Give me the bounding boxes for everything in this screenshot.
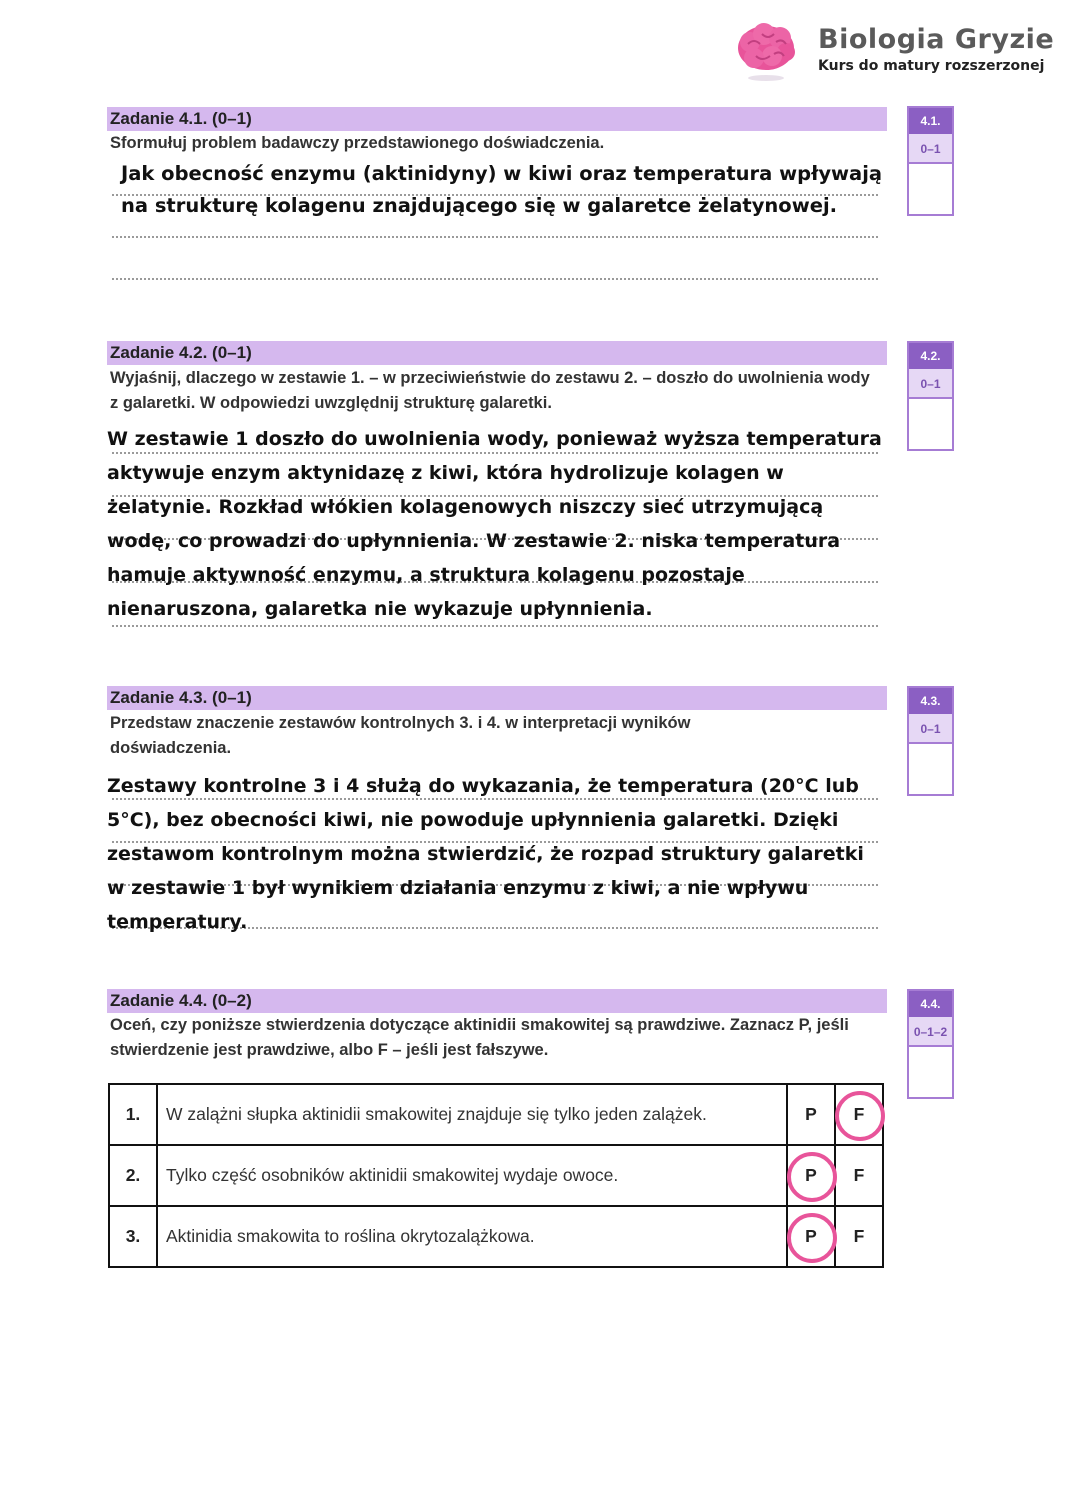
task-4-1-answer: Jak obecność enzymu (aktinidyny) w kiwi oraz temperatura wpływają na strukturę kolagenu znajdującego się w galaretce żelatynowej.	[121, 162, 883, 217]
task-4-3-instruction: Przedstaw znaczenie zestawów kontrolnych 3. i 4. w interpretacji wyników doświadczenia.	[110, 714, 691, 757]
task-4-1-instruction: Sformułuj problem badawczy przedstawionego doświadczenia.	[110, 134, 605, 152]
statement-text: Aktinidia smakowita to roślina okrytozalążkowa.	[157, 1206, 787, 1267]
task-4-4-instruction: Oceń, czy poniższe stwierdzenia dotyczące aktinidii smakowitej są prawdziwe. Zaznacz P, jeśli stwierdzenie jest prawdziwe, albo F – jeśli jest fałszywe.	[110, 1016, 849, 1059]
answer-line	[112, 236, 878, 238]
task-4-2-header: Zadanie 4.2. (0–1)	[110, 343, 252, 362]
option-p: P	[805, 1104, 817, 1124]
task-4-2-header-bar	[107, 341, 887, 365]
task-4-4-header-bar	[107, 989, 887, 1013]
task-4-2-instruction: Wyjaśnij, dlaczego w zestawie 1. – w przeciwieństwie do zestawu 2. – doszło do uwolnienia wody z galaretki. W odpowiedzi uwzględnij strukturę galaretki.	[110, 369, 870, 412]
task-4-3-header-bar	[107, 686, 887, 710]
option-f: F	[853, 1165, 865, 1185]
statement-number: 1.	[109, 1084, 157, 1145]
task-4-3-answer: Zestawy kontrolne 3 i 4 służą do wykazania, że temperatura (20°C lub 5°C), bez obecności kiwi, nie powoduje upłynnienia galaretki. Dzięki zestawom kontrolnym można stwierdzić, że rozpad struktury galaretki w zestawie 1 był wynikiem działania enzymu z kiwi, a nie wpływu temperatury.	[107, 775, 864, 933]
score-number: 4.2.	[909, 343, 952, 369]
option-p-cell[interactable]	[787, 1145, 835, 1206]
option-p-cell[interactable]	[787, 1084, 835, 1145]
table-row	[109, 1206, 883, 1267]
option-f-cell[interactable]	[835, 1206, 883, 1267]
statement-number: 2.	[109, 1145, 157, 1206]
task-4-4-header: Zadanie 4.4. (0–2)	[110, 991, 252, 1010]
option-p: P	[805, 1165, 817, 1185]
answer-line	[112, 278, 878, 280]
statement-text: Tylko część osobników aktinidii smakowitej wydaje owoce.	[157, 1145, 787, 1206]
score-box-4-1	[907, 106, 954, 216]
option-f: F	[853, 1104, 865, 1124]
option-f-cell[interactable]	[835, 1084, 883, 1145]
statement-number: 3.	[109, 1206, 157, 1267]
score-number: 4.3.	[909, 688, 952, 714]
logo	[734, 20, 1055, 84]
score-points: 0–1	[909, 134, 952, 164]
brain-icon	[734, 20, 798, 84]
task-4-1-header: Zadanie 4.1. (0–1)	[110, 109, 252, 128]
score-number: 4.4.	[909, 991, 952, 1017]
logo-title: Biologia Gryzie	[818, 24, 1055, 55]
score-box-4-2	[907, 341, 954, 451]
score-points: 0–1	[909, 369, 952, 399]
table-row	[109, 1145, 883, 1206]
option-f: F	[853, 1226, 865, 1246]
score-box-4-4	[907, 989, 954, 1099]
score-points: 0–1–2	[909, 1017, 952, 1047]
task-4-3-header: Zadanie 4.3. (0–1)	[110, 688, 252, 707]
task-4-1-header-bar	[107, 107, 887, 131]
logo-subtitle: Kurs do matury rozszerzonej	[818, 58, 1045, 74]
option-p: P	[805, 1226, 817, 1246]
score-box-4-3	[907, 686, 954, 796]
statement-text: W zalążni słupka aktinidii smakowitej znajduje się tylko jeden zalążek.	[157, 1084, 787, 1145]
score-number: 4.1.	[909, 108, 952, 134]
score-points: 0–1	[909, 714, 952, 744]
option-f-cell[interactable]	[835, 1145, 883, 1206]
table-row	[109, 1084, 883, 1145]
option-p-cell[interactable]	[787, 1206, 835, 1267]
task-4-2-answer: W zestawie 1 doszło do uwolnienia wody, ponieważ wyższa temperatura aktywuje enzym aktynidazę z kiwi, która hydrolizuje kolagen w żelatynie. Rozkład włókien kolagenowych niszczy sieć utrzymującą wodę, co prowadzi do upłynnienia. W zestawie 2. niska temperatura hamuje aktywność enzymu, a struktura kolagenu pozostaje nienaruszona, galaretka nie wykazuje upłynnienia.	[107, 428, 882, 620]
true-false-table	[108, 1083, 884, 1268]
